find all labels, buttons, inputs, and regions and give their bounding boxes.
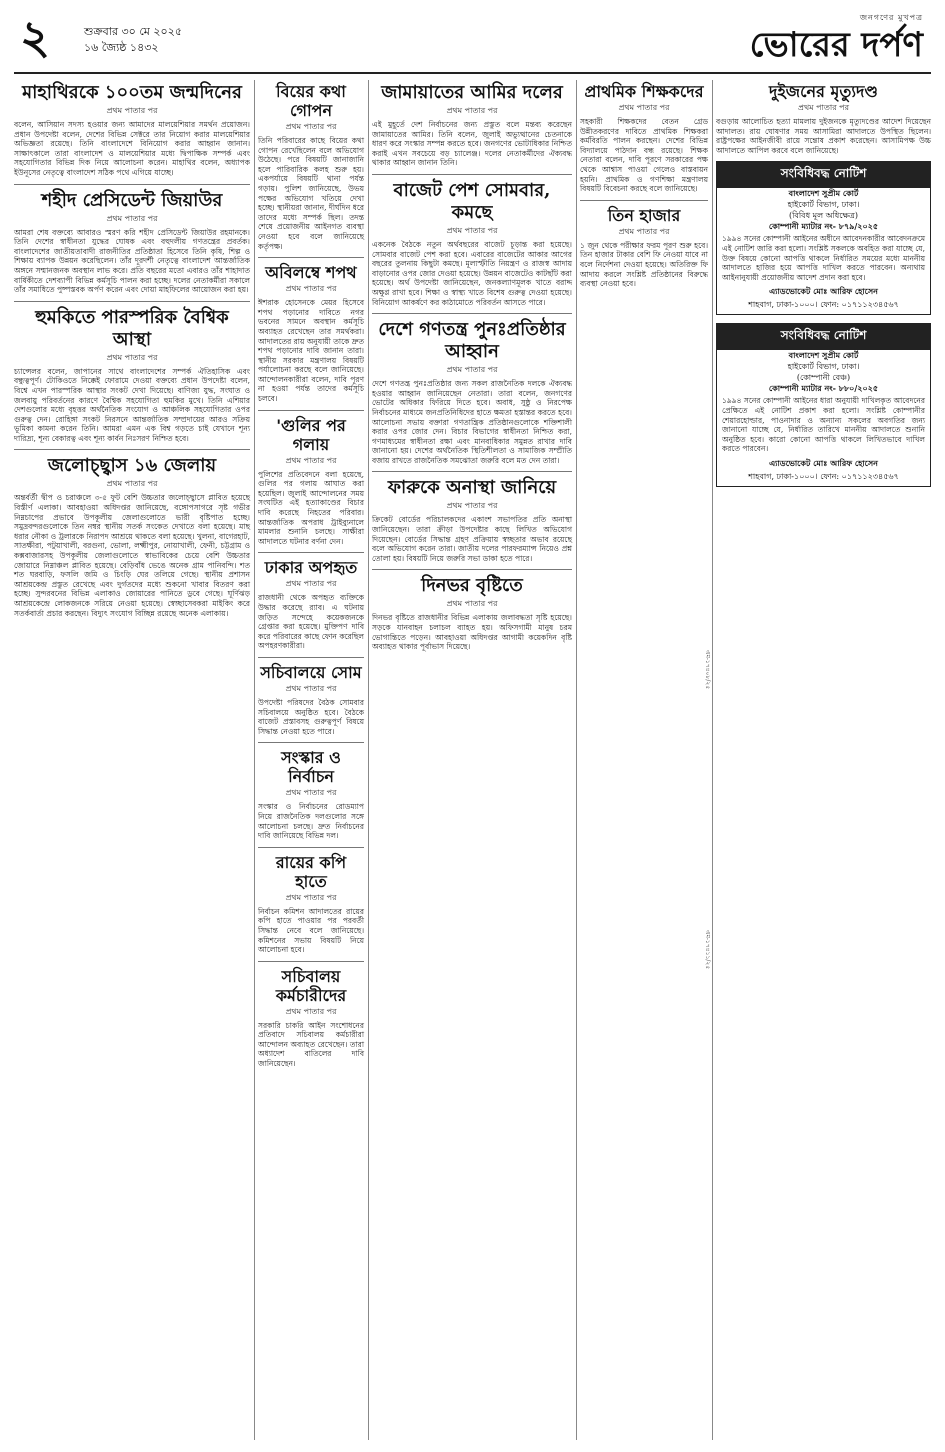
- column-5: [716, 80, 934, 1440]
- story-headline: হুমকিতে পারস্পরিক বৈশ্বিক আস্থা: [35, 306, 229, 350]
- brand-tagline: জনগণের মুখপত্র: [859, 13, 923, 22]
- continued-label: প্রথম পাতার পর: [285, 788, 337, 798]
- news-story: [372, 319, 575, 465]
- news-story: [14, 82, 253, 178]
- continued-label: প্রথম পাতার পর: [285, 1006, 337, 1016]
- story-headline: ফারুকে অনাস্থা জানিয়ে: [387, 477, 557, 499]
- continued-label: প্রথম পাতার পর: [285, 284, 337, 294]
- notice-court: বাংলাদেশ সুপ্রীম কোর্ট: [788, 188, 859, 199]
- story-divider: [258, 552, 364, 553]
- column-2: [258, 80, 367, 1440]
- story-body: ১ জুন থেকে পরীক্ষার ফরম পূরণ শুরু হবে। তিন হাজার টাকার বেশি ফি নেওয়া যাবে না বলে নির্দেশনা দেওয়া হয়েছে। অতিরিক্ত ফি আদায় করলে সংশ্লিষ্ট প্রতিষ্ঠানের বিরুদ্ধে ব্যবস্থা নেওয়া হবে।: [580, 240, 711, 289]
- story-divider: [258, 847, 364, 848]
- notice-signature: এ্যাডভোকেট মোঃ আরিফ হোসেন: [769, 286, 878, 297]
- ad-code: এম-১৭৪১১/২৫: [704, 930, 711, 970]
- story-body: উপদেষ্টা পরিষদের বৈঠক সোমবার সচিবালয়ে অনুষ্ঠিত হবে। বৈঠকে বাজেট প্রস্তাবসহ গুরুত্বপূর্ণ বিষয়ে সিদ্ধান্ত নেওয়া হতে পারে।: [258, 697, 367, 736]
- story-body: রাজধানী থেকে অপহৃত ব্যক্তিকে উদ্ধার করেছে র‍্যাব। এ ঘটনায় জড়িত সন্দেহে কয়েকজনকে গ্রেপ্তার করা হয়েছে। মুক্তিপণ দাবি করে পরিবারের কাছে ফোন করেছিল অপহরণকারীরা।: [258, 593, 367, 651]
- news-story: [258, 748, 367, 841]
- column-5-stories: [716, 82, 934, 155]
- news-story: [372, 82, 575, 168]
- column-divider: [368, 80, 369, 1440]
- story-divider: [580, 200, 708, 201]
- continued-label: প্রথম পাতার পর: [446, 106, 498, 115]
- continued-label: প্রথম পাতার পর: [618, 103, 670, 112]
- ad-code: এম-১৭৪০৮/২৫: [704, 650, 711, 690]
- continued-label: প্রথম পাতার পর: [798, 103, 849, 112]
- story-body: সংস্কার ও নির্বাচনের রোডম্যাপ নিয়ে রাজনৈতিক দলগুলোর সঙ্গে আলোচনা চলছে। দ্রুত নির্বাচনের দাবি জানিয়েছে বিভিন্ন দল।: [258, 802, 367, 841]
- news-story: [372, 179, 575, 307]
- newspaper-page: [14, 10, 934, 1442]
- story-headline: দুইজনের মৃত্যুদণ্ড: [769, 82, 878, 101]
- news-story: [14, 306, 253, 444]
- column-divider: [712, 80, 713, 1440]
- continued-label: প্রথম পাতার পর: [106, 106, 158, 115]
- masthead: [14, 10, 931, 74]
- notice-address: শাহবাগ, ঢাকা-১০০০। ফোন: ০১৭১১২৩৪৫৬৭: [748, 471, 899, 481]
- story-divider: [372, 174, 572, 175]
- story-divider: [372, 569, 572, 570]
- story-headline: অবিলম্বে শপথ: [265, 263, 357, 283]
- story-headline: তিন হাজার: [607, 205, 681, 225]
- story-headline: 'গুলির পর গলায়: [276, 415, 346, 454]
- story-body: বগুড়ায় আলোচিত হত্যা মামলায় দুইজনকে মৃত্যুদণ্ডের আদেশ দিয়েছেন আদালত। রায় ঘোষণার সময় আসামিরা আদালতে উপস্থিত ছিলেন। রাষ্ট্রপক্ষের আইনজীবী রায়ে সন্তোষ প্রকাশ করেছেন। আসামিপক্ষ উচ্চ আদালতে আপিল করবে বলে জানিয়েছে।: [716, 117, 934, 155]
- continued-label: প্রথম পাতার পর: [446, 599, 498, 609]
- continued-label: প্রথম পাতার পর: [285, 683, 337, 693]
- news-story: [580, 205, 711, 289]
- story-headline: সংস্কার ও নির্বাচন: [281, 748, 341, 787]
- news-story: [716, 82, 934, 155]
- story-body: নির্বাচন কমিশন আদালতের রায়ের কপি হাতে পাওয়ার পর পরবর্তী সিদ্ধান্ত নেবে বলে জানিয়েছে। কমিশনের সভায় বিষয়টি নিয়ে আলোচনা হবে।: [258, 906, 367, 955]
- news-story: [258, 662, 367, 736]
- story-body: সরকারি চাকরি আইন সংশোধনের প্রতিবাদে সচিবালয় কর্মচারীরা আন্দোলন অব্যাহত রেখেছেন। তারা অধ্যাদেশ বাতিলের দাবি জানিয়েছেন।: [258, 1020, 367, 1069]
- story-divider: [258, 742, 364, 743]
- notice-address: শাহবাগ, ঢাকা-১০০০। ফোন: ০১৭১১২৩৪৫৬৭: [748, 300, 899, 310]
- notice-case-number: কোম্পানী ম্যাটার নং- ৮৭৯/২০২৫: [768, 221, 879, 232]
- story-body: পুলিশের প্রতিবেদনে বলা হয়েছে, গুলির পর গলায় আঘাত করা হয়েছিল। জুলাই আন্দোলনের সময় সংঘটিত এই হত্যাকাণ্ডের বিচার দাবি করেছে নিহতের পরিবার। আন্তর্জাতিক অপরাধ ট্রাইব্যুনালে মামলার শুনানি চলছে। সাক্ষীরা আদালতে ঘটনার বর্ণনা দেন।: [258, 469, 367, 546]
- notice-court-division: হাইকোর্ট বিভাগ, ঢাকা।: [787, 200, 860, 210]
- story-headline: প্রাথমিক শিক্ষকদের: [584, 82, 704, 101]
- story-headline: ঢাকার অপহৃত: [264, 558, 358, 578]
- notice-title: সংবিধিবদ্ধ নোটিশ: [717, 162, 930, 188]
- story-headline: বাজেট পেশ সোমবার, কমছে: [393, 179, 551, 223]
- column-1: [14, 80, 253, 1440]
- news-story: [258, 966, 367, 1069]
- story-divider: [372, 471, 572, 472]
- story-body: আমরা শেষ বক্তব্যে আবারও স্মরণ করি শহীদ প্রেসিডেন্ট জিয়াউর রহমানকে। তিনি দেশের স্বাধীনতা যুদ্ধের ঘোষক এবং বহুদলীয় গণতন্ত্রের প্রবর্তক। বাংলাদেশের জাতীয়তাবাদী রাজনীতির প্রতিষ্ঠাতা হিসেবে তিনি কৃষি, শিল্প ও শিক্ষায় ব্যাপক উন্নয়ন করেছিলেন। তাঁর দূরদর্শী নেতৃত্বে বাংলাদেশ আন্তর্জাতিক অঙ্গনে সম্মানজনক অবস্থান লাভ করে। প্রতি বছরের মতো এবারও তাঁর শাহাদাত বার্ষিকীতে দেশব্যাপী বিভিন্ন কর্মসূচি পালন করা হচ্ছে। দলের নেতাকর্মীরা সকালে তাঁর সমাধিতে পুষ্পস্তবক অর্পণ করেন এবং দোয়া মাহফিলের আয়োজন করা হয়।: [14, 227, 253, 295]
- story-body: তিনি পরিবারের কাছে বিয়ের কথা গোপন রেখেছিলেন বলে অভিযোগ উঠেছে। পরে বিষয়টি জানাজানি হলে পারিবারিক কলহ শুরু হয়। একপর্যায়ে বিষয়টি থানা পর্যন্ত গড়ায়। পুলিশ জানিয়েছে, উভয় পক্ষের অভিযোগ খতিয়ে দেখা হচ্ছে। স্থানীয়রা জানান, দীর্ঘদিন ধরে তাদের মধ্যে সম্পর্ক ছিল। তদন্ত শেষে প্রয়োজনীয় আইনগত ব্যবস্থা নেওয়া হবে বলে জানিয়েছে কর্তৃপক্ষ।: [258, 136, 367, 251]
- notice-case-number: কোম্পানী ম্যাটার নং- ৮৮০/২০২৫: [768, 383, 879, 394]
- notice-jurisdiction: (বিবিধ মূল অধিক্ষেত্র): [789, 211, 858, 221]
- notice-body: ১৯৯৪ সনের কোম্পানী আইনের ধারা অনুযায়ী দাখিলকৃত আবেদনের প্রেক্ষিতে এই নোটিশ প্রকাশ করা হলো। সংশ্লিষ্ট কোম্পানীর শেয়ারহোল্ডার, পাওনাদার ও অন্যান্য সকলের অবগতির জন্য জানানো যাচ্ছে যে, নির্ধারিত তারিখে মাননীয় আদালতে শুনানি অনুষ্ঠিত হবে। কারো কোনো আপত্তি থাকলে লিখিতভাবে দাখিল করতে পারবেন।: [722, 396, 925, 454]
- story-body: এই মুহূর্তে দেশ নির্বাচনের জন্য প্রস্তুত বলে মন্তব্য করেছেন জামায়াতের আমির। তিনি বলেন, জুলাই অভ্যুত্থানের চেতনাকে ধারণ করে সংস্কার সম্পন্ন করতে হবে। জনগণের ভোটাধিকার নিশ্চিত করাই এখন সবচেয়ে বড় চ্যালেঞ্জ। দলের নেতাকর্মীদের ঐক্যবদ্ধ থাকার আহ্বান জানান তিনি।: [372, 120, 575, 168]
- story-body: দিনভর বৃষ্টিতে রাজধানীর বিভিন্ন এলাকায় জলাবদ্ধতা সৃষ্টি হয়েছে। সড়কে যানবাহন চলাচল ব্যাহত হয়। অফিসগামী মানুষ চরম ভোগান্তিতে পড়েন। আবহাওয়া অধিদপ্তর আগামী কয়েকদিন বৃষ্টি অব্যাহত থাকার পূর্বাভাস দিয়েছে।: [372, 613, 575, 652]
- date-bengali: ১৬ জ্যৈষ্ঠ ১৪৩২: [84, 41, 159, 54]
- story-divider: [258, 410, 364, 411]
- news-story: [258, 263, 367, 404]
- notice-jurisdiction: (কোম্পানী বেঞ্চ): [796, 373, 851, 383]
- statutory-notice: [716, 161, 931, 315]
- story-divider: [258, 257, 364, 258]
- issue-dates: [84, 24, 182, 56]
- continued-label: প্রথম পাতার পর: [446, 225, 498, 235]
- page-number: ২: [20, 10, 50, 64]
- news-story: [258, 558, 367, 651]
- story-divider: [258, 961, 364, 962]
- story-body: একনেক বৈঠকে নতুন অর্থবছরের বাজেট চূড়ান্ত করা হয়েছে। সোমবার বাজেট পেশ করা হবে। এবারের বাজেটের আকার আগের বছরের তুলনায় কিছুটা কমছে। মূল্যস্ফীতি নিয়ন্ত্রণ ও রাজস্ব আদায় বাড়ানোর ওপর জোর দেওয়া হয়েছে। উন্নয়ন বাজেটেও কাটছাঁট করা হয়েছে। অর্থ উপদেষ্টা জানিয়েছেন, জনকল্যাণমূলক খাতে বরাদ্দ অক্ষুণ্ণ রাখা হবে। শিক্ষা ও স্বাস্থ্য খাতে বিশেষ গুরুত্ব দেওয়া হয়েছে। বিনিয়োগ আকর্ষণে কর কাঠামোতে পরিবর্তন আসতে পারে।: [372, 239, 575, 307]
- story-divider: [14, 449, 250, 450]
- brand-name: ভোরের দর্পণ: [749, 25, 923, 65]
- story-divider: [372, 313, 572, 314]
- continued-label: প্রথম পাতার পর: [446, 365, 498, 375]
- notice-body: ১৯৯৪ সনের কোম্পানী আইনের অধীনে আবেদনকারীর আবেদনক্রমে এই নোটিশ জারি করা হলো। সংশ্লিষ্ট সকলকে অবহিত করা যাচ্ছে যে, উক্ত বিষয়ে কোনো আপত্তি থাকলে নির্ধারিত সময়ের মধ্যে মাননীয় আদালতে হাজির হয়ে আপত্তি দাখিল করতে পারবেন। অন্যথায় আইনানুযায়ী প্রয়োজনীয় আদেশ প্রদান করা হবে।: [722, 234, 925, 282]
- notice-title: সংবিধিবদ্ধ নোটিশ: [717, 324, 930, 350]
- notice-signature: এ্যাডভোকেট মোঃ আরিফ হোসেন: [769, 457, 878, 468]
- news-story: [258, 415, 367, 547]
- story-headline: মাহাথিরকে ১০০তম জন্মদিনের: [22, 82, 242, 103]
- story-headline: জামায়াতের আমির দলের: [381, 82, 563, 103]
- story-headline: বিয়ের কথা গোপন: [276, 82, 346, 120]
- continued-label: প্রথম পাতার পর: [285, 892, 337, 902]
- news-story: [372, 477, 575, 563]
- story-body: সহকারী শিক্ষকদের বেতন গ্রেড উন্নীতকরণের দাবিতে প্রাথমিক শিক্ষকরা কর্মবিরতি পালন করছেন। দেশের বিভিন্ন বিদ্যালয়ে পাঠদান বন্ধ রয়েছে। শিক্ষক নেতারা বলেন, দাবি পূরণে সরকারের পক্ষ থেকে আশ্বাস পাওয়া গেলেও বাস্তবায়ন হয়নি। প্রাথমিক ও গণশিক্ষা মন্ত্রণালয় বিষয়টি বিবেচনা করছে বলে জানিয়েছে।: [580, 117, 711, 194]
- statutory-notice: [716, 323, 931, 487]
- news-story: [14, 189, 253, 295]
- news-story: [258, 852, 367, 955]
- continued-label: প্রথম পাতার পর: [618, 226, 670, 236]
- story-headline: সচিবালয়ে সোম: [260, 662, 362, 682]
- continued-label: প্রথম পাতার পর: [285, 455, 337, 465]
- story-headline: দিনভর বৃষ্টিতে: [421, 575, 523, 597]
- column-4: [580, 80, 711, 1440]
- story-headline: সচিবালয় কর্মচারীদের: [275, 966, 347, 1005]
- story-divider: [258, 657, 364, 658]
- newspaper-logo: [750, 12, 923, 65]
- continued-label: প্রথম পাতার পর: [285, 579, 337, 589]
- story-divider: [14, 184, 250, 185]
- story-body: দেশে গণতন্ত্র পুনঃপ্রতিষ্ঠার জন্য সকল রাজনৈতিক দলকে ঐক্যবদ্ধ হওয়ার আহ্বান জানিয়েছেন নেতারা। তারা বলেন, জনগণের ভোটের অধিকার ফিরিয়ে দিতে হবে। অবাধ, সুষ্ঠু ও নিরপেক্ষ নির্বাচনের মাধ্যমে জনপ্রতিনিধিদের হাতে ক্ষমতা হস্তান্তর করতে হবে। আলোচনা সভায় বক্তারা গণতান্ত্রিক প্রতিষ্ঠানগুলোকে শক্তিশালী করার ওপর জোর দেন। বিচার বিভাগের স্বাধীনতা নিশ্চিত করা, গণমাধ্যমের স্বাধীনতা রক্ষা এবং মানবাধিকার সমুন্নত রাখার দাবি জানানো হয়। দেশের অর্থনৈতিক স্থিতিশীলতা ও সামাজিক সম্প্রীতি বজায় রাখতে রাজনৈতিক সমঝোতা জরুরি বলে মত দেন তারা।: [372, 379, 575, 465]
- continued-label: প্রথম পাতার পর: [285, 122, 337, 131]
- story-headline: দেশে গণতন্ত্র পুনঃপ্রতিষ্ঠার আহ্বান: [378, 319, 566, 363]
- story-body: বলেন, আসিয়ান সদস্য হওয়ার জন্য আমাদের মালয়েশিয়ার সমর্থন প্রয়োজন। প্রধান উপদেষ্টা বলেন, দেশের বিভিন্ন সেক্টরে তার নিয়োগ করার মালয়েশিয়ার অভিজ্ঞতা রয়েছে। তিনি বাংলাদেশে বিনিয়োগ করার আহ্বান জানান। সাক্ষাৎকালে তারা বাংলাদেশ ও মালয়েশিয়ার মধ্যে দ্বিপাক্ষিক সম্পর্ক এবং সহযোগিতার বিভিন্ন দিক নিয়ে আলোচনা করেন। মাহাথির বলেন, অধ্যাপক ইউনূসের নেতৃত্বে বাংলাদেশ সঠিক পথে এগিয়ে যাচ্ছে।: [14, 120, 253, 177]
- column-3: [372, 80, 575, 1440]
- continued-label: প্রথম পাতার পর: [106, 213, 158, 223]
- notice-court-division: হাইকোর্ট বিভাগ, ঢাকা।: [787, 362, 860, 372]
- continued-label: প্রথম পাতার পর: [106, 352, 158, 362]
- story-body: চ্যান্সেলর বলেন, জাপানের সাথে বাংলাদেশের সম্পর্ক ঐতিহাসিক এবং বন্ধুত্বপূর্ণ। টোকিওতে নিক্কেই ফোরামে দেওয়া বক্তব্যে প্রধান উপদেষ্টা বলেন, বিশ্বে এখন পারস্পরিক আস্থার সংকট দেখা দিয়েছে। বাণিজ্য যুদ্ধ, সংঘাত ও জলবায়ু পরিবর্তনের কারণে বৈশ্বিক সহযোগিতা হুমকির মুখে। তিনি এশিয়ার দেশগুলোর মধ্যে বৃহত্তর অর্থনৈতিক সংযোগ ও আঞ্চলিক সহযোগিতার ওপর গুরুত্ব দেন। রোহিঙ্গা সংকট নিরসনে আন্তর্জাতিক সম্প্রদায়ের আরও সক্রিয় ভূমিকা কামনা করেন তিনি। আমরা এমন এক বিশ্ব গড়তে চাই যেখানে শূন্য দারিদ্র্য, শূন্য বেকারত্ব এবং শূন্য কার্বন নিঃসরণ নিশ্চিত হবে।: [14, 366, 253, 443]
- story-divider: [14, 301, 250, 302]
- news-story: [372, 575, 575, 652]
- story-body: ক্রিকেট বোর্ডের পরিচালকদের একাংশ সভাপতির প্রতি অনাস্থা জানিয়েছেন। তারা ক্রীড়া উপদেষ্টার কাছে লিখিত অভিযোগ দিয়েছেন। বোর্ডের সিদ্ধান্ত গ্রহণ প্রক্রিয়ায় স্বচ্ছতার অভাব রয়েছে বলে অভিযোগ করেন তারা। জাতীয় দলের পারফরম্যান্স নিয়েও প্রশ্ন তোলা হয়। বিষয়টি নিয়ে জরুরি সভা ডাকা হতে পারে।: [372, 515, 575, 563]
- notices: [716, 161, 931, 487]
- column-divider: [576, 80, 577, 1440]
- story-body: ঈশরাক হোসেনকে মেয়র হিসেবে শপথ পড়ানোর দাবিতে নগর ভবনের সামনে অবস্থান কর্মসূচি অব্যাহত রেখেছেন তার সমর্থকরা। আদালতের রায় অনুযায়ী তাকে দ্রুত শপথ পড়ানোর দাবি জানান তারা। স্থানীয় সরকার মন্ত্রণালয় বিষয়টি পর্যালোচনা করছে বলে জানিয়েছে। আন্দোলনকারীরা বলেন, দাবি পূরণ না হওয়া পর্যন্ত তাদের কর্মসূচি চলবে।: [258, 298, 367, 404]
- continued-label: প্রথম পাতার পর: [446, 501, 498, 511]
- column-divider: [254, 80, 255, 1440]
- continued-label: প্রথম পাতার পর: [106, 479, 158, 489]
- story-headline: রায়ের কপি হাতে: [275, 852, 347, 891]
- date-gregorian: শুক্রবার ৩০ মে ২০২৫: [84, 25, 182, 38]
- news-story: [14, 455, 253, 618]
- news-story: [258, 82, 367, 251]
- notice-court: বাংলাদেশ সুপ্রীম কোর্ট: [788, 350, 859, 361]
- story-body: অন্তর্বর্তী দ্বীপ ও চরাঞ্চলে ৩-৫ ফুট বেশি উচ্চতার জলোচ্ছ্বাসে প্লাবিত হয়েছে বিস্তীর্ণ এলাকা। আবহাওয়া অধিদপ্তর জানিয়েছে, বঙ্গোপসাগরে সৃষ্ট গভীর নিম্নচাপের প্রভাবে উপকূলীয় জেলাগুলোতে ভারী বৃষ্টিপাত হচ্ছে। সমুদ্রবন্দরগুলোকে তিন নম্বর স্থানীয় সতর্ক সংকেত দেখাতে বলা হয়েছে। মাছ ধরার নৌকা ও ট্রলারকে নিরাপদ আশ্রয়ে থাকতে বলা হয়েছে। খুলনা, বাগেরহাট, সাতক্ষীরা, পটুয়াখালী, বরগুনা, ভোলা, লক্ষ্মীপুর, নোয়াখালী, ফেনী, চট্টগ্রাম ও কক্সবাজারসহ উপকূলীয় জেলাগুলোতে স্বাভাবিকের চেয়ে বেশি উচ্চতার জোয়ারে নিম্নাঞ্চল প্লাবিত হয়েছে। বেড়িবাঁধ ভেঙে অনেক গ্রাম পানিবন্দি। শত শত ঘরবাড়ি, ফসলি জমি ও চিংড়ি ঘের তলিয়ে গেছে। স্থানীয় প্রশাসন আশ্রয়কেন্দ্র প্রস্তুত রেখেছে এবং দুর্গতদের মধ্যে শুকনো খাবার বিতরণ করা হচ্ছে। সুন্দরবনের বিভিন্ন এলাকাও জোয়ারের পানিতে ডুবে গেছে। ঘূর্ণিঝড় আশ্রয়কেন্দ্রে লোকজনকে সরিয়ে নেওয়া হয়েছে। স্বেচ্ছাসেবকরা মাইকিং করে সতর্কবার্তা প্রচার করছেন। বিদ্যুৎ সংযোগ বিচ্ছিন্ন রয়েছে অনেক এলাকায়।: [14, 493, 253, 618]
- story-headline: শহীদ প্রেসিডেন্ট জিয়াউর: [41, 189, 223, 211]
- news-story: [580, 82, 711, 194]
- story-headline: জলোচ্ছ্বাস ১৬ জেলায়: [47, 455, 217, 477]
